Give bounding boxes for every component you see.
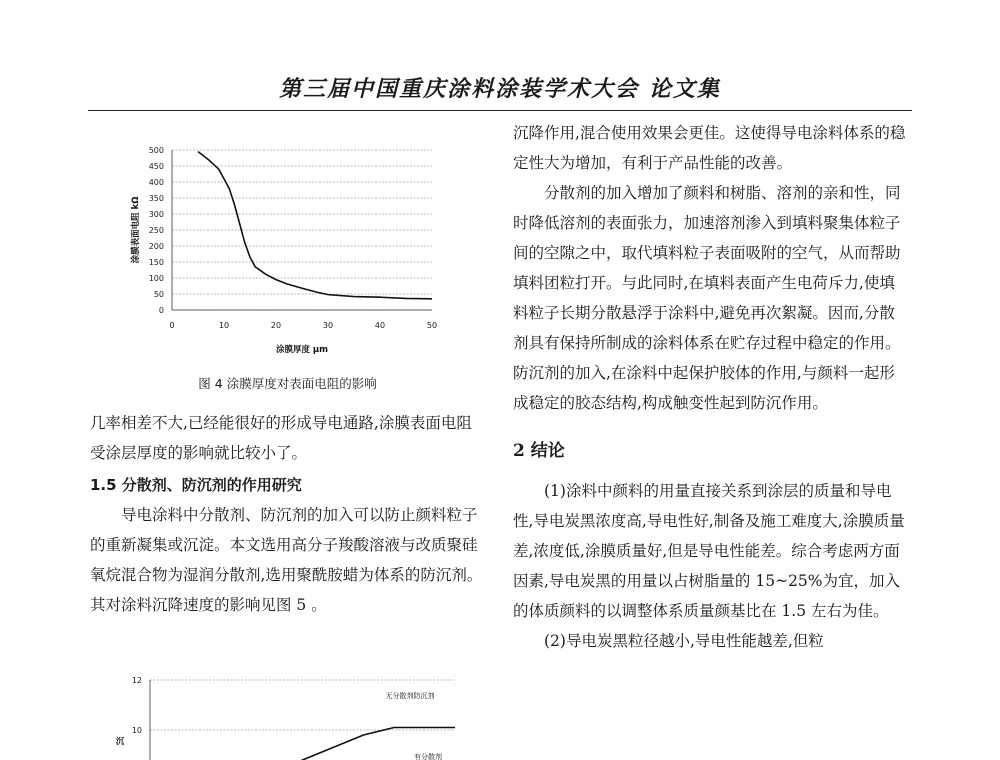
y-tick-label: 250: [148, 226, 164, 235]
right-paragraph-3: (1)涂料中颜料的用量直接关系到涂层的质量和导电性,导电炭黑浓度高,导电性好,制备及施工难度大,涂膜质量差,浓度低,涂膜质量好,但是导电性能差。综合考虑两方面因素,导电炭黑的用量以占树脂量的 15~25%为宜，加入的体质颜料的以调整体系质量颜基比在 1.5 左右为佳。: [513, 482, 905, 620]
x-tick-label: 10: [218, 321, 230, 330]
right-paragraph-1: 沉降作用,混合使用效果会更佳。这使得导电涂料体系的稳定性大为增加，有利于产品性能的改善。: [513, 124, 906, 172]
x-axis-label: 涂膜厚度 μm: [275, 345, 329, 355]
y-tick-label: 350: [148, 194, 164, 203]
x-tick-label: 20: [270, 321, 282, 330]
x-tick-label: 30: [322, 321, 334, 330]
running-header: 第三届中国重庆涂料涂装学术大会 论文集: [279, 76, 721, 102]
left-column: [90, 408, 485, 620]
x-tick-label: 0: [169, 321, 175, 330]
x-tick-label: 50: [426, 321, 438, 330]
y-tick-label: 100: [148, 274, 164, 283]
section-heading-1-5: 1.5 分散剂、防沉剂的作用研究: [90, 476, 302, 494]
right-paragraph-2: 分散剂的加入增加了颜料和树脂、溶剂的亲和性，同时降低溶剂的表面张力，加速溶剂渗入到填料聚集体粒子间的空隙之中，取代填料粒子表面吸附的空气，从而帮助填料团粒打开。与此同时,在填料表面产生电荷斥力,使填料粒子长期分散悬浮于涂料中,避免再次絮凝。因而,分散剂具有保持所制成的涂料体系在贮存过程中稳定的作用。防沉剂的加入,在涂料中起保护胶体的作用,与颜料一起形成稳定的胶态结构,构成触变性起到防沉作用。: [513, 184, 901, 412]
x-tick-label: 40: [374, 321, 386, 330]
series-line-surface-resistance: [198, 152, 432, 299]
y-tick-label: 10: [131, 726, 142, 735]
figure-5-chart: [110, 672, 470, 760]
y-axis-label: 涂膜表面电阻 kΩ: [131, 196, 141, 264]
section-heading-2: 2 结论: [513, 441, 565, 461]
header-rule: [88, 110, 912, 111]
left-paragraph-1: 几率相差不大,已经能很好的形成导电通路,涂膜表面电阻受涂层厚度的影响就比较小了。: [90, 414, 472, 462]
annotation-label: 有分散剂: [414, 753, 442, 760]
annotation-label: 无分散剂防沉剂: [385, 692, 435, 700]
series-line-no-dispersant: [150, 728, 455, 760]
y-tick-label: 12: [131, 676, 142, 685]
y-tick-label: 50: [153, 290, 164, 299]
y-tick-label: 150: [148, 258, 164, 267]
left-paragraph-2: 导电涂料中分散剂、防沉剂的加入可以防止颜料粒子的重新凝集或沉淀。本文选用高分子羧酸溶液与改质聚硅氧烷混合物为湿润分散剂,选用聚酰胺蜡为体系的防沉剂。其对涂料沉降速度的影响见图 5 。: [90, 506, 483, 614]
right-column: [513, 118, 908, 656]
y-tick-label: 500: [148, 146, 164, 155]
figure-4-caption: 图 4 涂膜厚度对表面电阻的影响: [198, 376, 377, 391]
figure-4-chart: [110, 138, 450, 368]
right-paragraph-4: (2)导电炭黑粒径越小,导电性能越差,但粒: [544, 632, 824, 650]
y-tick-label: 0: [158, 306, 164, 315]
y-axis-label: 沉: [115, 737, 125, 747]
y-tick-label: 450: [148, 162, 164, 171]
y-tick-label: 400: [148, 178, 164, 187]
y-tick-label: 300: [148, 210, 164, 219]
y-tick-label: 200: [148, 242, 164, 251]
